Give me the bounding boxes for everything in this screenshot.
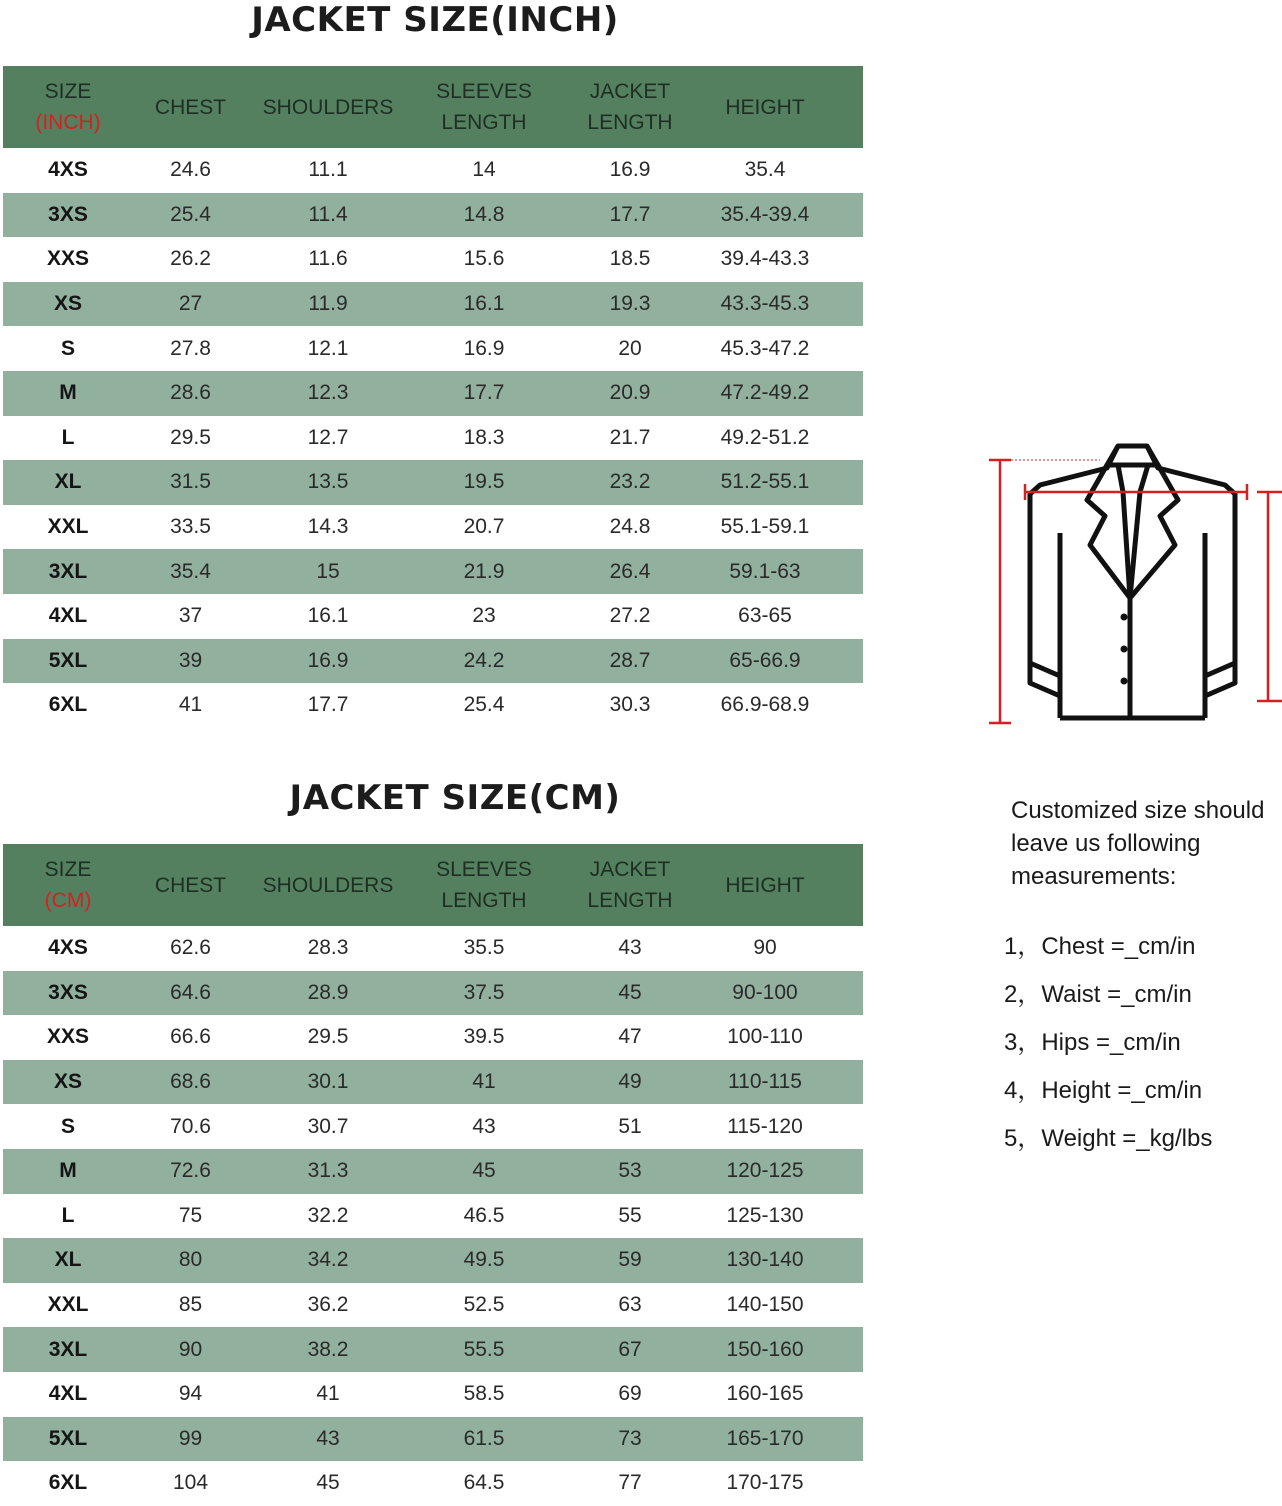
cell-shoulders: 17.7 [307, 693, 349, 717]
cell-shoulders: 16.9 [307, 648, 349, 672]
cell-height: 63-65 [738, 604, 792, 628]
header-size [3, 76, 133, 138]
cell-height: 43.3-45.3 [720, 292, 810, 316]
cell-shoulders: 12.7 [307, 425, 349, 449]
cell-sleeves-length: 43 [472, 1114, 496, 1138]
cell-sleeves-length: 19.5 [463, 470, 505, 494]
cell-shoulders: 16.1 [307, 604, 349, 628]
cell-size: M [59, 1159, 77, 1183]
cell-jacket-length: 20 [618, 336, 642, 360]
cell-sleeves-length: 16.9 [463, 336, 505, 360]
cell-height: 110-115 [728, 1070, 802, 1094]
cell-height: 35.4 [744, 158, 786, 182]
cell-chest: 33.5 [170, 515, 211, 539]
cell-size: 3XL [48, 559, 88, 583]
inch-table-header [3, 66, 863, 148]
cell-height: 65-66.9 [729, 648, 801, 672]
cell-shoulders: 11.6 [308, 247, 348, 271]
cell-sleeves-length: 58.5 [463, 1382, 505, 1406]
cell-shoulders: 41 [316, 1382, 340, 1406]
cell-sleeves-length: 21.9 [463, 559, 505, 583]
cell-shoulders: 34.2 [307, 1248, 349, 1272]
header-sleeves-length [408, 76, 560, 138]
cell-size: 5XL [48, 1426, 88, 1450]
header-size-unit: (CM) [44, 889, 92, 912]
cell-sleeves-length: 39.5 [463, 1025, 505, 1049]
cell-shoulders: 28.3 [307, 936, 349, 960]
cell-sleeves-length: 41 [472, 1070, 496, 1094]
cell-sleeves-length: 16.1 [463, 292, 505, 316]
cell-size: L [61, 1203, 75, 1227]
table-row [3, 971, 863, 1016]
header-size-unit: (INCH) [35, 111, 101, 134]
cell-height: 66.9-68.9 [720, 693, 810, 717]
cell-jacket-length: 19.3 [609, 292, 651, 316]
cell-height: 51.2-55.1 [720, 470, 810, 494]
table-row [3, 549, 863, 594]
cm-table-body [3, 926, 863, 1506]
header-jacket-length [560, 854, 700, 916]
cell-shoulders: 30.7 [307, 1114, 349, 1138]
table-row [3, 1283, 863, 1328]
table-row [3, 594, 863, 639]
table-row [3, 1372, 863, 1417]
cell-size: XXS [46, 1025, 90, 1049]
cell-height: 49.2-51.2 [720, 425, 810, 449]
cell-height: 140-150 [726, 1293, 804, 1317]
cell-sleeves-length: 25.4 [463, 693, 505, 717]
table-row [3, 926, 863, 971]
cell-chest: 90 [178, 1337, 203, 1361]
cell-chest: 72.6 [170, 1159, 211, 1183]
cell-size: 4XL [48, 1382, 88, 1406]
cell-size: L [61, 425, 75, 449]
cell-size: 6XL [48, 693, 88, 717]
cell-jacket-length: 17.7 [609, 202, 651, 226]
cell-height: 170-175 [726, 1471, 804, 1495]
inch-table-body [3, 148, 863, 728]
cell-sleeves-length: 52.5 [463, 1293, 505, 1317]
cell-jacket-length: 73 [618, 1426, 642, 1450]
cell-size: 3XS [48, 980, 88, 1004]
cell-height: 120-125 [726, 1159, 804, 1183]
cell-sleeves-length: 20.7 [463, 515, 505, 539]
cell-sleeves-length: 18.3 [463, 425, 505, 449]
cell-size: XS [53, 292, 82, 316]
cell-chest: 75 [178, 1203, 203, 1227]
table-row [3, 1194, 863, 1239]
cell-height: 165-170 [726, 1426, 804, 1450]
cell-size: M [59, 381, 77, 405]
cell-shoulders: 32.2 [307, 1203, 349, 1227]
table-row [3, 505, 863, 550]
header-sleeves-length [408, 854, 560, 916]
cell-size: XL [54, 470, 82, 494]
cell-shoulders: 11.9 [308, 292, 348, 316]
table-row [3, 460, 863, 505]
header-jacket-line1: JACKET [589, 858, 671, 881]
cell-height: 150-160 [726, 1337, 804, 1361]
cell-size: XL [54, 1248, 82, 1272]
cell-jacket-length: 49 [618, 1070, 642, 1094]
cell-sleeves-length: 24.2 [463, 648, 505, 672]
cm-table-title: JACKET SIZE(CM) [289, 778, 621, 818]
table-row [3, 1149, 863, 1194]
measurement-list [1004, 926, 1212, 1166]
table-row [3, 639, 863, 684]
header-height: HEIGHT [725, 873, 805, 897]
cell-sleeves-length: 45 [472, 1159, 496, 1183]
cell-chest: 80 [178, 1248, 203, 1272]
cell-height: 39.4-43.3 [720, 247, 810, 271]
cell-jacket-length: 59 [618, 1248, 642, 1272]
cell-chest: 29.5 [170, 425, 211, 449]
header-jacket-line2: LENGTH [587, 889, 673, 912]
cell-jacket-length: 30.3 [609, 693, 651, 717]
header-size [3, 854, 133, 916]
cell-sleeves-length: 46.5 [463, 1203, 505, 1227]
table-row [3, 148, 863, 193]
cell-chest: 37 [178, 604, 203, 628]
inch-table-title: JACKET SIZE(INCH) [251, 0, 619, 40]
cell-chest: 94 [178, 1382, 203, 1406]
measurement-item-chest: 1，Chest =_cm/in [1004, 933, 1196, 960]
header-jacket-length [560, 76, 700, 138]
cell-shoulders: 12.1 [307, 336, 349, 360]
cell-jacket-length: 20.9 [609, 381, 651, 405]
cm-table-header [3, 844, 863, 926]
jacket-measurement-icon [985, 438, 1282, 728]
cell-height: 35.4-39.4 [720, 202, 810, 226]
cell-shoulders: 38.2 [307, 1337, 349, 1361]
cell-chest: 41 [178, 693, 203, 717]
cell-height: 115-120 [727, 1114, 803, 1138]
cell-height: 125-130 [726, 1203, 804, 1227]
cell-sleeves-length: 64.5 [463, 1471, 505, 1495]
cell-shoulders: 29.5 [307, 1025, 349, 1049]
cell-chest: 99 [178, 1426, 203, 1450]
measurement-item-hips: 3，Hips =_cm/in [1004, 1029, 1181, 1056]
table-row [3, 1104, 863, 1149]
cell-height: 55.1-59.1 [720, 515, 810, 539]
cell-sleeves-length: 23 [472, 604, 496, 628]
measurement-item-weight: 5，Weight =_kg/lbs [1004, 1125, 1213, 1152]
cell-sleeves-length: 35.5 [463, 936, 505, 960]
cell-shoulders: 14.3 [307, 515, 349, 539]
table-row [3, 282, 863, 327]
cell-jacket-length: 43 [618, 936, 642, 960]
table-row [3, 1417, 863, 1462]
cell-jacket-length: 51 [618, 1114, 642, 1138]
cell-sleeves-length: 37.5 [463, 980, 505, 1004]
cell-size: XXS [46, 247, 90, 271]
header-sleeves-line1: SLEEVES [436, 80, 532, 103]
cell-chest: 39 [178, 648, 203, 672]
table-row [3, 1327, 863, 1372]
cell-shoulders: 11.4 [308, 202, 348, 226]
cell-height: 47.2-49.2 [720, 381, 810, 405]
cell-size: 4XS [48, 158, 88, 182]
table-row [3, 193, 863, 238]
cell-height: 59.1-63 [729, 559, 801, 583]
cell-sleeves-length: 15.6 [463, 247, 505, 271]
table-row [3, 1238, 863, 1283]
cell-chest: 66.6 [170, 1025, 211, 1049]
cell-size: 4XS [48, 936, 88, 960]
cell-jacket-length: 45 [618, 980, 642, 1004]
cell-size: 3XS [48, 202, 88, 226]
inch-size-table [3, 66, 863, 728]
cell-chest: 64.6 [170, 980, 211, 1004]
cell-sleeves-length: 61.5 [463, 1426, 505, 1450]
header-height: HEIGHT [725, 95, 805, 119]
table-row [3, 237, 863, 282]
cell-chest: 70.6 [170, 1114, 211, 1138]
cell-shoulders: 36.2 [307, 1293, 349, 1317]
cell-jacket-length: 27.2 [609, 604, 651, 628]
cell-chest: 31.5 [170, 470, 211, 494]
cell-height: 130-140 [726, 1248, 804, 1272]
header-jacket-line1: JACKET [589, 80, 671, 103]
cell-jacket-length: 67 [618, 1337, 642, 1361]
cell-shoulders: 31.3 [307, 1159, 349, 1183]
cell-size: XXL [47, 515, 89, 539]
table-row [3, 683, 863, 728]
cell-jacket-length: 18.5 [609, 247, 651, 271]
table-row [3, 1015, 863, 1060]
cell-jacket-length: 28.7 [609, 648, 651, 672]
cell-jacket-length: 16.9 [609, 158, 651, 182]
cell-chest: 27 [178, 292, 203, 316]
measurement-item-waist: 2，Waist =_cm/in [1004, 981, 1192, 1008]
cell-chest: 104 [172, 1471, 209, 1495]
measurement-item-height: 4，Height =_cm/in [1004, 1077, 1203, 1104]
cell-sleeves-length: 49.5 [463, 1248, 505, 1272]
cell-chest: 28.6 [170, 381, 211, 405]
cell-size: 6XL [48, 1471, 88, 1495]
cell-jacket-length: 63 [618, 1293, 642, 1317]
cell-shoulders: 15 [316, 559, 340, 583]
cell-chest: 26.2 [170, 247, 211, 271]
cell-sleeves-length: 14.8 [463, 202, 505, 226]
cell-jacket-length: 53 [618, 1159, 642, 1183]
header-sleeves-line2: LENGTH [441, 889, 527, 912]
cell-size: XXL [47, 1293, 89, 1317]
table-row [3, 371, 863, 416]
cell-chest: 85 [178, 1293, 203, 1317]
cell-sleeves-length: 14 [472, 158, 496, 182]
header-size-label: SIZE [44, 80, 92, 103]
header-chest: CHEST [154, 95, 227, 119]
cell-shoulders: 43 [316, 1426, 340, 1450]
cell-shoulders: 13.5 [307, 470, 349, 494]
custom-size-note: Customized size should leave us following measurements: [1011, 797, 1265, 890]
cell-shoulders: 28.9 [307, 980, 349, 1004]
cell-jacket-length: 23.2 [609, 470, 651, 494]
cell-chest: 24.6 [170, 158, 211, 182]
header-chest: CHEST [154, 873, 227, 897]
cell-shoulders: 11.1 [308, 158, 348, 182]
cell-height: 160-165 [726, 1382, 804, 1406]
header-sleeves-line2: LENGTH [441, 111, 527, 134]
cell-size: XS [53, 1070, 82, 1094]
cell-height: 100-110 [727, 1025, 803, 1049]
cell-chest: 27.8 [170, 336, 211, 360]
header-jacket-line2: LENGTH [587, 111, 673, 134]
cell-sleeves-length: 55.5 [463, 1337, 505, 1361]
cell-height: 45.3-47.2 [720, 336, 810, 360]
cell-chest: 62.6 [170, 936, 211, 960]
cell-shoulders: 30.1 [307, 1070, 349, 1094]
cell-jacket-length: 77 [618, 1471, 642, 1495]
cell-size: S [60, 1114, 75, 1138]
table-row [3, 1060, 863, 1105]
cell-size: 5XL [48, 648, 88, 672]
cell-chest: 68.6 [170, 1070, 211, 1094]
cell-jacket-length: 47 [618, 1025, 642, 1049]
cell-height: 90-100 [732, 980, 798, 1004]
table-row [3, 1461, 863, 1506]
cell-jacket-length: 24.8 [609, 515, 651, 539]
cell-chest: 35.4 [170, 559, 211, 583]
header-size-label: SIZE [44, 858, 92, 881]
cell-shoulders: 12.3 [307, 381, 349, 405]
cell-size: S [60, 336, 75, 360]
cell-size: 3XL [48, 1337, 88, 1361]
cell-jacket-length: 26.4 [609, 559, 651, 583]
cm-size-table [3, 844, 863, 1506]
cell-height: 90 [753, 936, 777, 960]
cell-sleeves-length: 17.7 [463, 381, 505, 405]
cell-jacket-length: 69 [618, 1382, 642, 1406]
header-sleeves-line1: SLEEVES [436, 858, 532, 881]
cell-jacket-length: 55 [618, 1203, 642, 1227]
table-row [3, 416, 863, 461]
cell-chest: 25.4 [170, 202, 211, 226]
table-row [3, 326, 863, 371]
cell-shoulders: 45 [316, 1471, 340, 1495]
cell-jacket-length: 21.7 [609, 425, 651, 449]
header-shoulders: SHOULDERS [262, 95, 394, 119]
cell-size: 4XL [48, 604, 88, 628]
header-shoulders: SHOULDERS [262, 873, 394, 897]
